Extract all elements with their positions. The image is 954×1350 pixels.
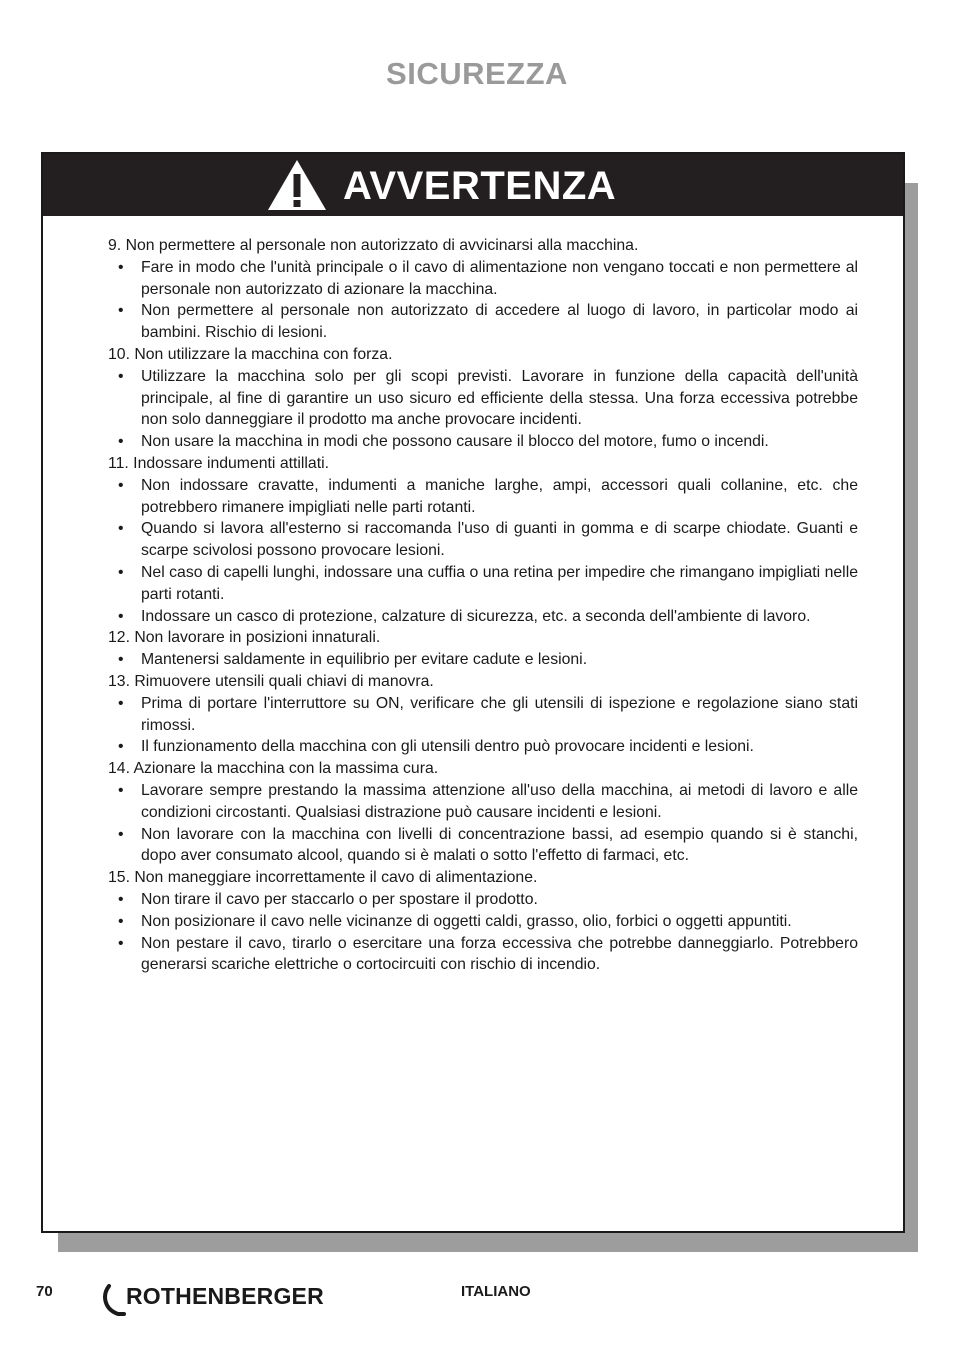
bullet-item <box>108 824 858 868</box>
warning-title: AVVERTENZA <box>343 164 617 208</box>
bullet-text: Non pestare il cavo, tirarlo o esercitare una forza eccessiva che potrebbe danneggiarlo. Potrebbero generarsi scariche elettriche o cortocircuiti con rischio di incendio. <box>141 934 858 974</box>
bullet-text: Nel caso di capelli lunghi, indossare una cuffia o una retina per impedire che rimangano impigliati nelle parti rotanti. <box>141 563 858 603</box>
bullet-text: Non indossare cravatte, indumenti a maniche larghe, ampi, accessori quali collanine, etc. che potrebbero rimanere impigliati nelle parti rotanti. <box>141 476 858 516</box>
bullet-text: Non posizionare il cavo nelle vicinanze di oggetti caldi, grasso, olio, forbici o oggetti appuntiti. <box>141 912 792 930</box>
language-label: ITALIANO <box>461 1283 531 1300</box>
page-title: SICUREZZA <box>386 56 568 91</box>
bullet-text: Non usare la macchina in modi che possono causare il blocco del motore, fumo o incendi. <box>141 433 769 451</box>
bullet-dot-icon: • <box>118 607 124 625</box>
bullet-text: Utilizzare la macchina solo per gli scopi previsti. Lavorare in funzione della capacità dell'unità principale, al fine di garantire un uso sicuro ed efficiente della stessa. Una forza eccessiva potrebbe non solo danneggiare il prodotto ma anche provocare incidenti. <box>141 367 858 429</box>
bullet-item <box>108 300 858 344</box>
bullet-item <box>108 431 858 453</box>
bullet-item <box>108 475 858 519</box>
section-heading: 9. Non permettere al personale non autorizzato di avvicinarsi alla macchina. <box>108 237 639 254</box>
bullet-item <box>108 780 858 824</box>
bullet-dot-icon: • <box>118 302 124 320</box>
bullet-dot-icon: • <box>118 520 124 538</box>
bullet-text: Non permettere al personale non autorizzato di accedere al luogo di lavoro, in particolar modo ai bambini. Rischio di lesioni. <box>141 302 858 342</box>
section-heading: 11. Indossare indumenti attillati. <box>108 454 329 472</box>
bullet-dot-icon: • <box>118 781 124 799</box>
bullet-item <box>108 911 858 933</box>
bullet-dot-icon: • <box>118 476 124 494</box>
bullet-dot-icon: • <box>118 258 124 276</box>
warning-header <box>43 154 903 216</box>
bullet-item <box>108 889 858 911</box>
section-heading: 13. Rimuovere utensili quali chiavi di manovra. <box>108 672 434 690</box>
rothenberger-logo-arc-icon <box>102 1283 128 1317</box>
bullet-text: Prima di portare l'interruttore su ON, verificare che gli utensili di ispezione e regolazione siano stati rimossi. <box>141 694 858 734</box>
bullet-item <box>108 518 858 562</box>
bullet-item <box>108 933 858 977</box>
bullet-text: Fare in modo che l'unità principale o il cavo di alimentazione non vengano toccati e non permettere al personale non autorizzato di azionare la macchina. <box>141 258 858 298</box>
brand-logo <box>102 1281 352 1317</box>
bullet-item <box>108 736 858 758</box>
bullet-dot-icon: • <box>118 694 124 712</box>
bullet-dot-icon: • <box>118 433 124 451</box>
bullet-item <box>108 649 858 671</box>
bullet-item <box>108 257 858 301</box>
bullet-dot-icon: • <box>118 934 124 952</box>
bullet-dot-icon: • <box>118 367 124 385</box>
bullet-item <box>108 606 858 628</box>
section-heading: 15. Non maneggiare incorrettamente il cavo di alimentazione. <box>108 869 538 887</box>
bullet-text: Il funzionamento della macchina con gli utensili dentro può provocare incidenti e lesioni. <box>141 738 754 756</box>
bullet-dot-icon: • <box>118 651 124 669</box>
warning-content <box>108 235 858 976</box>
bullet-dot-icon: • <box>118 825 124 843</box>
bullet-dot-icon: • <box>118 890 124 908</box>
bullet-dot-icon: • <box>118 912 124 930</box>
bullet-text: Lavorare sempre prestando la massima attenzione all'uso della macchina, ai metodi di lavoro e alle condizioni circostanti. Qualsiasi distrazione può causare incidenti e lesioni. <box>141 781 858 821</box>
bullet-dot-icon: • <box>118 738 124 756</box>
warning-box <box>41 152 905 1233</box>
bullet-dot-icon: • <box>118 563 124 581</box>
bullet-text: Quando si lavora all'esterno si raccomanda l'uso di guanti in gomma e di scarpe chiodate. Guanti e scarpe scivolosi possono provocare lesioni. <box>141 520 858 560</box>
brand-name: ROTHENBERGER <box>126 1283 324 1309</box>
bullet-text: Indossare un casco di protezione, calzature di sicurezza, etc. a seconda dell'ambiente di lavoro. <box>141 607 811 625</box>
section-heading: 12. Non lavorare in posizioni innaturali. <box>108 629 381 647</box>
bullet-text: Non lavorare con la macchina con livelli di concentrazione bassi, ad esempio quando si è stanchi, dopo aver consumato alcool, quando si è malati o sotto l'effetto di farmaci, etc. <box>141 825 858 865</box>
bullet-item <box>108 562 858 606</box>
section-heading: 14. Azionare la macchina con la massima cura. <box>108 760 439 778</box>
page-number: 70 <box>36 1283 53 1300</box>
section-heading: 10. Non utilizzare la macchina con forza. <box>108 345 393 363</box>
bullet-text: Non tirare il cavo per staccarlo o per spostare il prodotto. <box>141 890 538 908</box>
warning-triangle-icon <box>266 158 328 212</box>
bullet-item <box>108 366 858 431</box>
bullet-item <box>108 693 858 737</box>
bullet-text: Mantenersi saldamente in equilibrio per evitare cadute e lesioni. <box>141 651 588 669</box>
